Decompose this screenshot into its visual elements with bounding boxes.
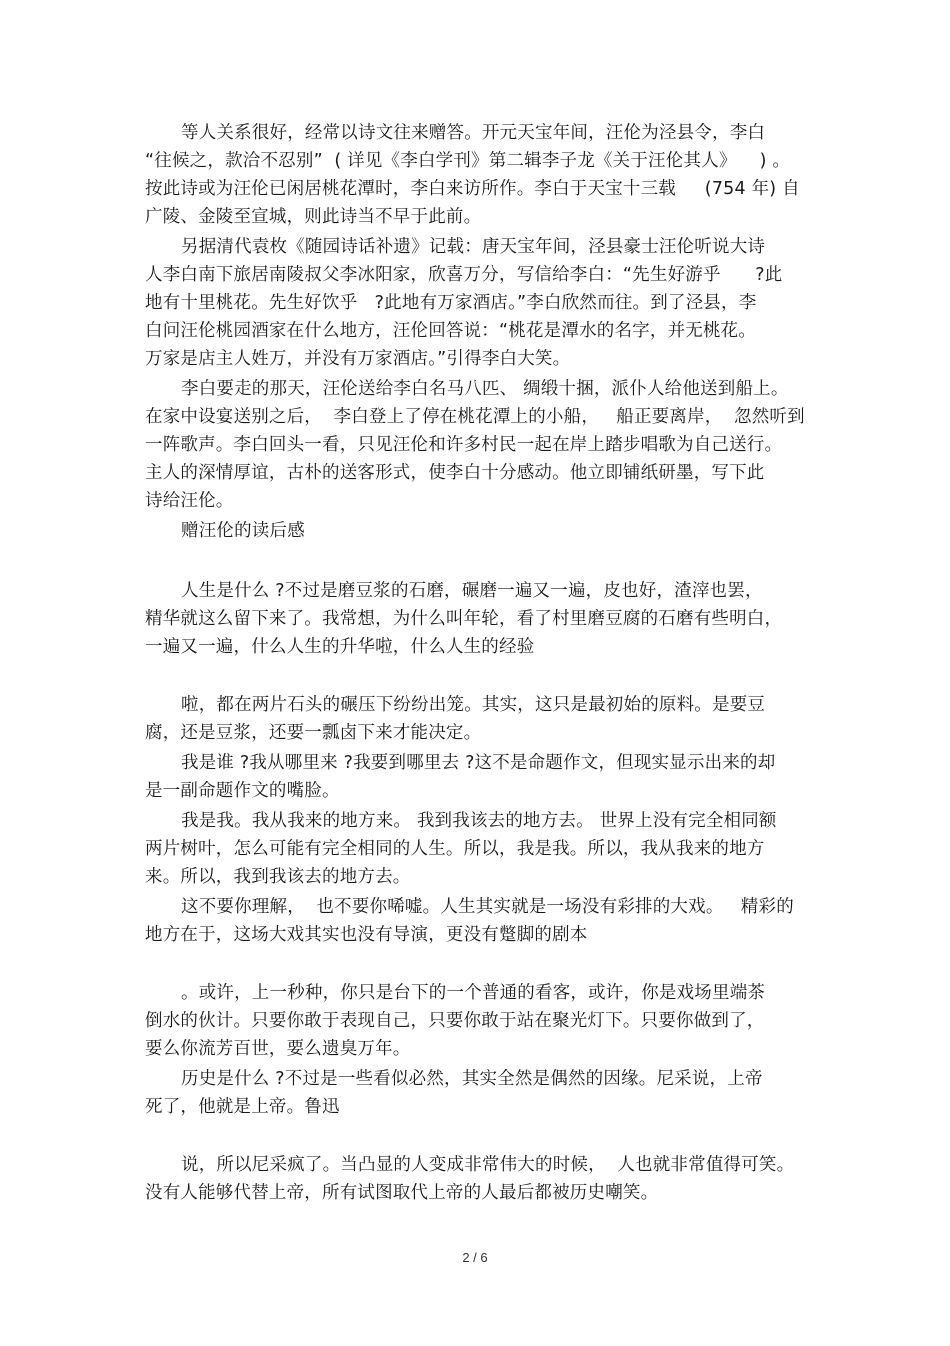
text-line: 人生是什么 ?不过是磨豆浆的石磨，碾磨一遍又一遍，皮也好，渣滓也罢，	[181, 581, 763, 601]
text-line: 等人关系很好，经常以诗文往来赠答。开元天宝年间，汪伦为泾县令，李白	[181, 123, 766, 143]
text-line: 来。所以，我到我该去的地方去。	[145, 867, 411, 887]
text-line: 地方在于，这场大戏其实也没有导演，更没有蹩脚的剧本	[145, 925, 588, 945]
text-line: 一阵歌声。李白回头一看，只见汪伦和许多村民一起在岸上踏步唱歌为自己送行。	[145, 435, 783, 455]
text-line: 在家中设宴送别之后， 李白登上了停在桃花潭上的小船， 船正要离岸， 忽然听到	[145, 407, 805, 427]
text-line: 一遍又一遍，什么人生的升华啦，什么人生的经验	[145, 637, 535, 657]
text-line: 腐，还是豆浆，还要一瓢卤下来才能决定。	[145, 723, 482, 743]
section-heading: 赠汪伦的读后感	[181, 521, 305, 541]
text-line: 李白要走的那天，汪伦送给李白名马八匹、 绸缎十捆，派仆人给他送到船上。	[181, 379, 789, 399]
page-number: 2 / 6	[462, 1250, 488, 1265]
text-line: 我是谁 ?我从哪里来 ?我要到哪里去 ?这不是命题作文，但现实显示出来的却	[181, 753, 776, 773]
text-line: 倒水的伙计。只要你敢于表现自己，只要你敢于站在聚光灯下。只要你做到了，	[145, 1011, 765, 1031]
text-line: 啦，都在两片石头的碾压下纷纷出笼。其实，这只是最初始的原料。是要豆	[181, 695, 766, 715]
text-line: 要么你流芳百世，要么遗臭万年。	[145, 1039, 411, 1059]
text-line: 精华就这么留下来了。我常想，为什么叫年轮，看了村里磨豆腐的石磨有些明白，	[145, 609, 783, 629]
text-line: 广陵、金陵至宣城，则此诗当不早于此前。	[145, 207, 482, 227]
text-line: 地有十里桃花。先生好饮乎 ?此地有万家酒店。”李白欣然而往。到了泾县，李	[145, 293, 757, 313]
text-line: 诗给汪伦。	[145, 491, 234, 511]
text-line: 两片树叶，怎么可能有完全相同的人生。所以，我是我。所以，我从我来的地方	[145, 839, 765, 859]
text-line: 主人的深情厚谊，古朴的送客形式，使李白十分感动。他立即铺纸研墨，写下此	[145, 463, 765, 483]
text-line: 是一副命题作文的嘴脸。	[145, 781, 340, 801]
text-line: 历史是什么 ?不过是一些看似必然，其实全然是偶然的因缘。尼采说，上帝	[181, 1069, 763, 1089]
text-line: 说，所以尼采疯了。当凸显的人变成非常伟大的时候， 人也就非常值得可笑。	[181, 1155, 795, 1175]
text-line: 这不要你理解， 也不要你唏嘘。人生其实就是一场没有彩排的大戏。 精彩的	[181, 897, 794, 917]
text-line: 没有人能够代替上帝，所有试图取代上帝的人最后都被历史嘲笑。	[145, 1183, 659, 1203]
text-line: 按此诗或为汪伦已闲居桃花潭时，李白来访所作。李白于天宝十三载 (754 年) 自	[145, 179, 800, 199]
text-line: “往候之，款洽不忍别” ( 详见《李白学刊》第二辑李子龙《关于汪伦其人》 ) 。	[145, 151, 791, 171]
text-line: 人李白南下旅居南陵叔父李冰阳家，欣喜万分，写信给李白：“先生好游乎 ?此	[145, 265, 783, 285]
text-line: 我是我。我从我来的地方来。 我到我该去的地方去。 世界上没有完全相同额	[181, 811, 777, 831]
text-line: 死了，他就是上帝。鲁迅	[145, 1097, 340, 1117]
text-line: 万家是店主人姓万，并没有万家酒店。”引得李白大笑。	[145, 349, 571, 369]
text-line: 另据清代袁枚《随园诗话补遗》记载：唐天宝年间，泾县豪士汪伦听说大诗	[181, 237, 766, 257]
text-line: 白问汪伦桃园酒家在什么地方，汪伦回答说：“桃花是潭水的名字，并无桃花。	[145, 321, 757, 341]
text-line: 。或许，上一秒种，你只是台下的一个普通的看客，或许，你是戏场里端茶	[181, 983, 766, 1003]
